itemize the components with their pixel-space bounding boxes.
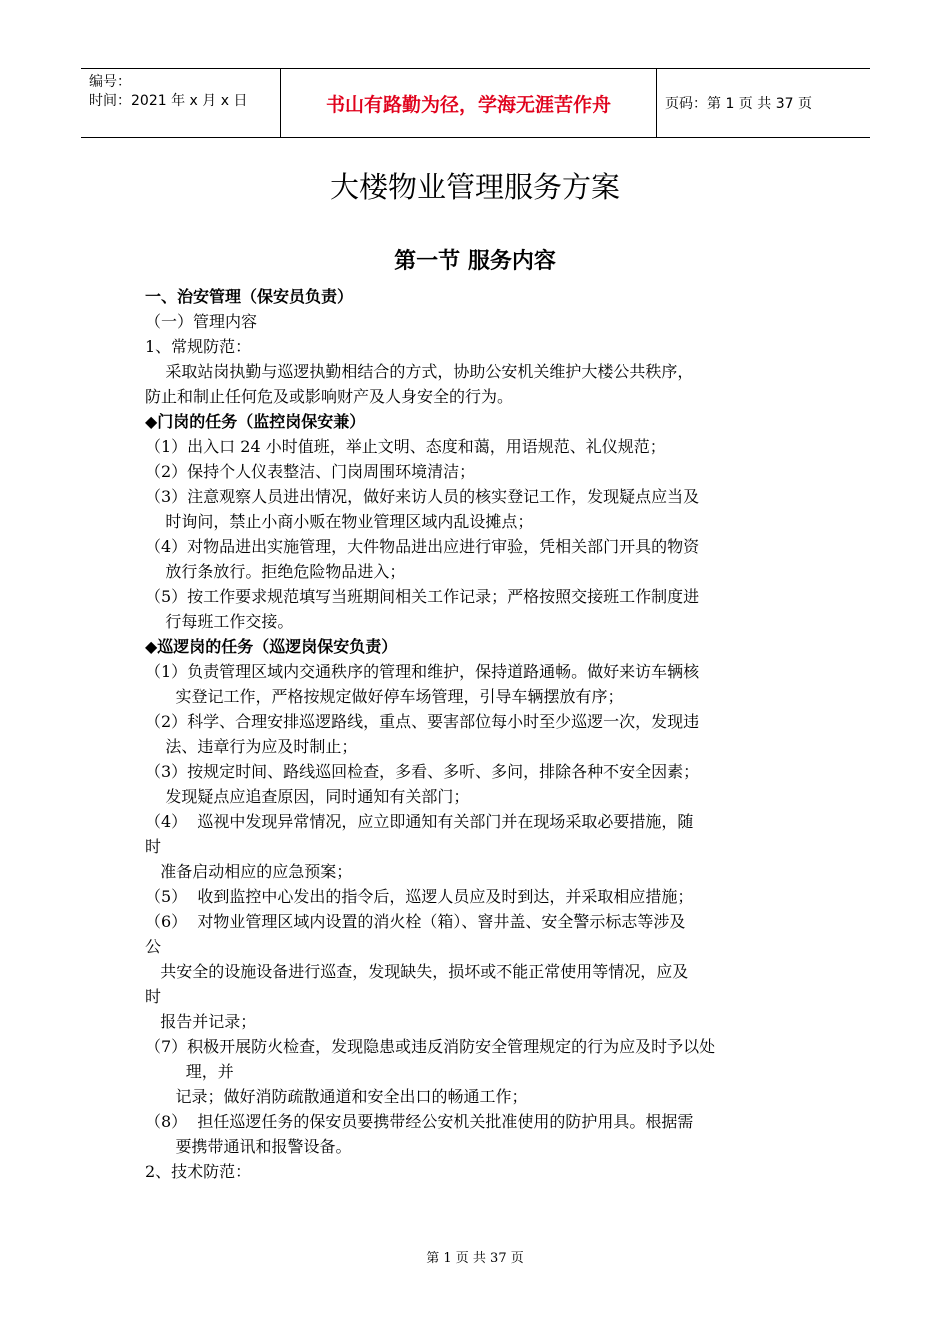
body-line: 要携带通讯和报警设备。 (145, 1137, 352, 1156)
body-line: （一）管理内容 (145, 312, 258, 331)
body-line: 时询问，禁止小商小贩在物业管理区域内乱设摊点； (145, 512, 534, 531)
body-line: （4）对物品进出实施管理，大件物品进出应进行审验，凭相关部门开具的物资 (145, 537, 700, 556)
body-line: （7）积极开展防火检查，发现隐患或违反消防安全管理规定的行为应及时予以处 (145, 1037, 716, 1056)
page-footer: 第 1 页 共 37 页 (426, 1251, 524, 1266)
body-line: 时 (145, 837, 162, 856)
motto: 书山有路勤为径，学海无涯苦作舟 (281, 69, 657, 137)
body-line: （3）按规定时间、路线巡回检查，多看、多听、多问，排除各种不安全因素； (145, 762, 700, 781)
body-line: 2、技术防范： (145, 1162, 252, 1181)
header-table (81, 68, 870, 138)
body-line: 1、常规防范： (145, 337, 252, 356)
body-line: （5）按工作要求规范填写当班期间相关工作记录；严格按照交接班工作制度进 (145, 587, 700, 606)
body-line: 放行条放行。拒绝危险物品进入； (145, 562, 406, 581)
body-line: 公 (145, 937, 162, 956)
body-line: 共安全的设施设备进行巡查，发现缺失，损坏或不能正常使用等情况，应及 (145, 962, 689, 981)
body-line: 法、违章行为应及时制止； (145, 737, 358, 756)
body-line: （8） 担任巡逻任务的保安员要携带经公安机关批准使用的防护用具。根据需 (145, 1112, 694, 1131)
page-info: 页码：第 1 页 共 37 页 (665, 96, 812, 112)
number-label: 编号： (89, 74, 131, 90)
document-title: 大楼物业管理服务方案 (329, 170, 620, 204)
body-line: 报告并记录； (145, 1012, 257, 1031)
body-line: （3）注意观察人员进出情况，做好来访人员的核实登记工作，发现疑点应当及 (145, 487, 700, 506)
header-left-cell (81, 69, 281, 137)
heading-gate-duty: ◆门岗的任务（监控岗保安兼） (145, 412, 366, 431)
body-line: （1）负责管理区域内交通秩序的管理和维护，保持道路通畅。做好来访车辆核 (145, 662, 700, 681)
body-line: 准备启动相应的应急预案； (145, 862, 353, 881)
body-line: 实登记工作，严格按规定做好停车场管理，引导车辆摆放有序； (145, 687, 624, 706)
body-line: 行每班工作交接。 (145, 612, 294, 631)
body-line: （2）科学、合理安排巡逻路线，重点、要害部位每小时至少巡逻一次，发现违 (145, 712, 700, 731)
body-line: （4） 巡视中发现异常情况，应立即通知有关部门并在现场采取必要措施，随 (145, 812, 694, 831)
body-line: 采取站岗执勤与巡逻执勤相结合的方式，协助公安机关维护大楼公共秩序， (145, 362, 694, 381)
section-title: 第一节 服务内容 (394, 249, 556, 274)
body-line: （6） 对物业管理区域内设置的消火栓（箱）、窨井盖、安全警示标志等涉及 (145, 912, 686, 931)
heading-security: 一、治安管理（保安员负责） (145, 287, 354, 306)
time-label: 时间：2021 年 x 月 x 日 (89, 93, 248, 109)
heading-patrol-duty: ◆巡逻岗的任务（巡逻岗保安负责） (145, 637, 398, 656)
body-line: 理，并 (145, 1062, 234, 1081)
body-line: 时 (145, 987, 162, 1006)
body-line: 记录；做好消防疏散通道和安全出口的畅通工作； (145, 1087, 528, 1106)
body-line: （1）出入口 24 小时值班，举止文明、态度和蔼，用语规范、礼仪规范； (145, 437, 666, 456)
body-line: （2）保持个人仪表整洁、门岗周围环境清洁； (145, 462, 476, 481)
body-line: 防止和制止任何危及或影响财产及人身安全的行为。 (145, 387, 514, 406)
body-line: 发现疑点应追查原因，同时通知有关部门； (145, 787, 470, 806)
body-line: （5） 收到监控中心发出的指令后，巡逻人员应及时到达，并采取相应措施； (145, 887, 694, 906)
